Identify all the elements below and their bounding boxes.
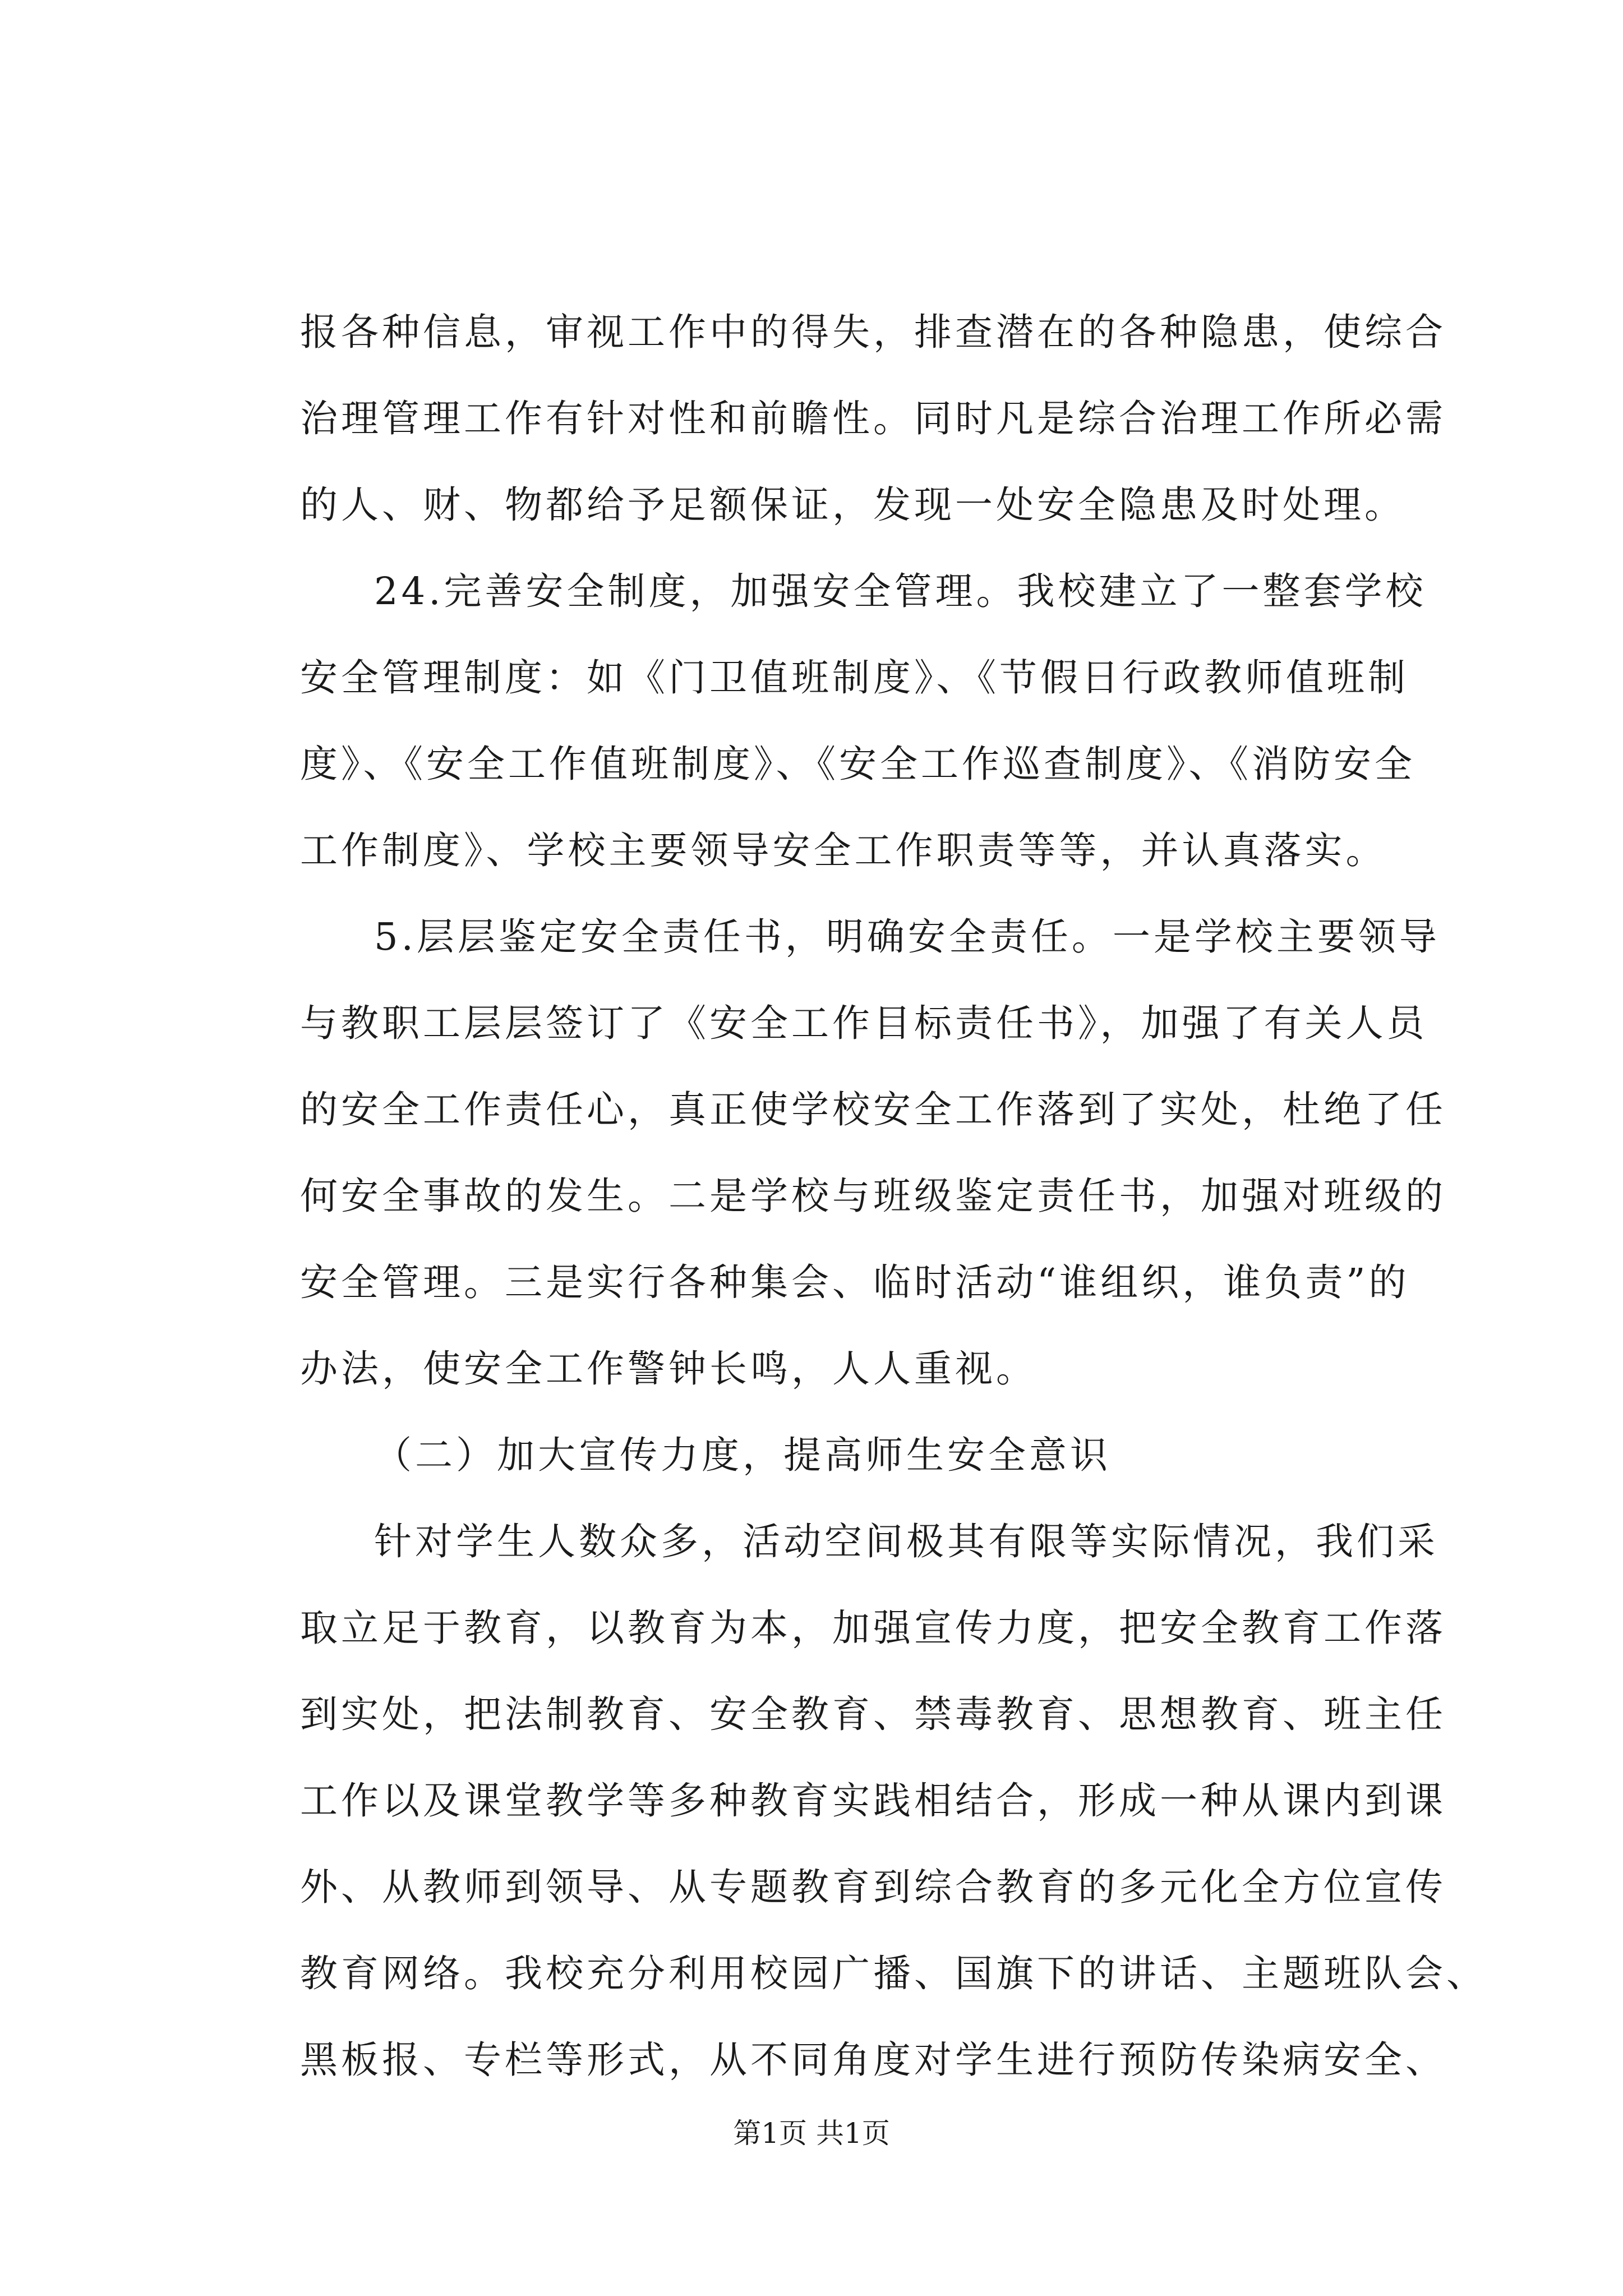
text-line: 安全管理。三是实行各种集会、临时活动“谁组织，谁负责”的 [300,1260,1410,1304]
text-line: 外、从教师到领导、从专题教育到综合教育的多元化全方位宣传 [300,1865,1446,1909]
text-line: 安全管理制度：如《门卫值班制度》、《节假日行政教师值班制 [300,656,1409,700]
text-line: 治理管理工作有针对性和前瞻性。同时凡是综合治理工作所必需 [300,397,1446,440]
text-line: 黑板报、专栏等形式，从不同角度对学生进行预防传染病安全、 [300,2038,1446,2082]
text-line: 教育网络。我校充分利用校园广播、国旗下的讲话、主题班队会、 [300,1952,1487,1995]
text-line: 工作制度》、学校主要领导安全工作职责等等，并认真落实。 [300,829,1387,872]
text-line: 针对学生人数众多，活动空间极其有限等实际情况，我们采 [374,1520,1438,1563]
text-line: 的安全工作责任心，真正使学校安全工作落到了实处，杜绝了任 [300,1088,1446,1131]
text-line: 报各种信息，审视工作中的得失，排查潜在的各种隐患，使综合 [300,310,1446,354]
text-line: 办法，使安全工作警钟长鸣，人人重视。 [300,1347,1037,1391]
text-line: 度》、《安全工作值班制度》、《安全工作巡查制度》、《消防安全 [300,742,1415,786]
text-line: 取立足于教育，以教育为本，加强宣传力度，把安全教育工作落 [300,1606,1446,1650]
text-line: 5.层层鉴定安全责任书，明确安全责任。一是学校主要领导 [374,915,1440,959]
text-line: 何安全事故的发生。二是学校与班级鉴定责任书，加强对班级的 [300,1174,1446,1218]
page-number: 第1页 共1页 [733,2117,890,2150]
text-line: 到实处，把法制教育、安全教育、禁毒教育、思想教育、班主任 [300,1692,1446,1736]
text-line: 与教职工层层签订了《安全工作目标责任书》，加强了有关人员 [300,1001,1428,1045]
page-footer [0,2114,1623,2153]
text-line: 的人、财、物都给予足额保证，发现一处安全隐患及时处理。 [300,483,1405,527]
section-heading: （二）加大宣传力度，提高师生安全意识 [374,1433,1111,1477]
text-line: 24.完善安全制度，加强安全管理。我校建立了一整套学校 [374,569,1427,613]
document-body [300,289,1487,2103]
text-line: 工作以及课堂教学等多种教育实践相结合，形成一种从课内到课 [300,1779,1446,1823]
